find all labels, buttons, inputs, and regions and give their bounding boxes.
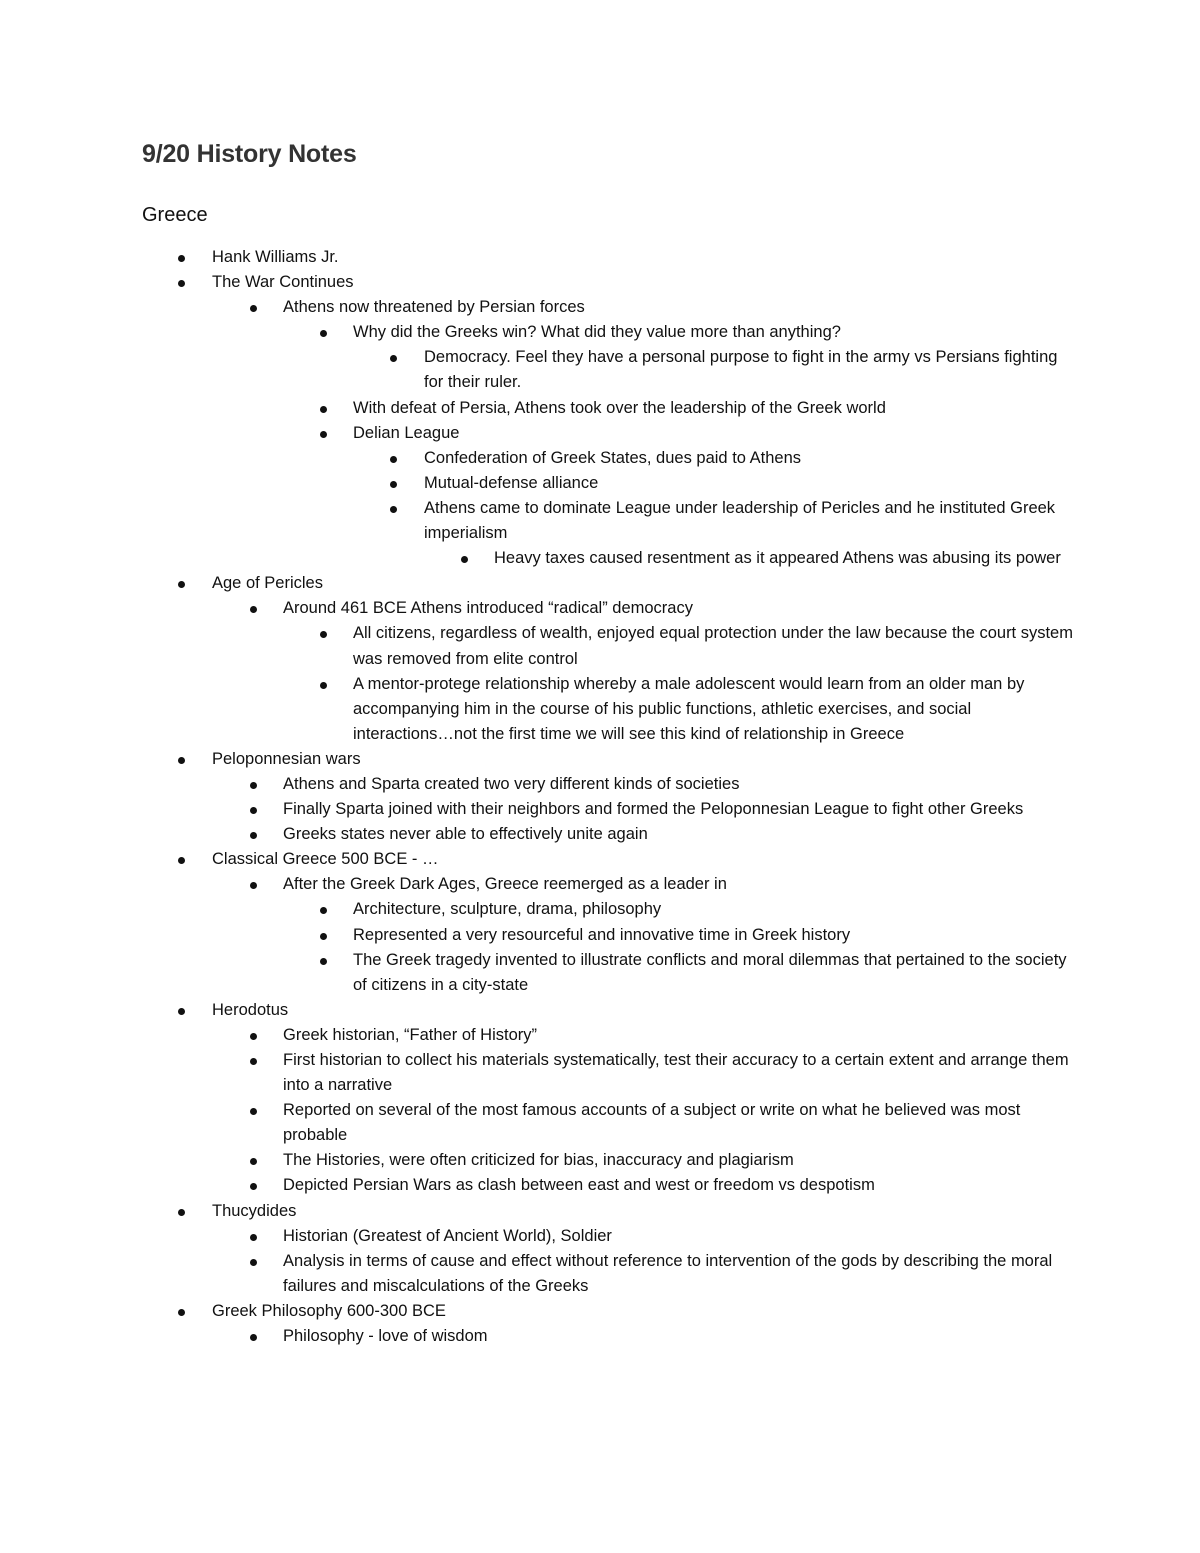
note-item xyxy=(0,1173,1073,1198)
note-item xyxy=(0,1098,1073,1148)
note-item xyxy=(0,948,1075,998)
bullet-icon xyxy=(250,782,257,789)
note-item xyxy=(0,1199,1072,1224)
bullet-icon xyxy=(178,581,185,588)
bullet-icon xyxy=(320,958,327,965)
note-item xyxy=(0,1299,1072,1324)
note-text: With defeat of Persia, Athens took over the leadership of the Greek world xyxy=(353,398,886,417)
note-item xyxy=(0,1224,1073,1249)
note-item xyxy=(0,270,1072,295)
note-item xyxy=(0,797,1073,822)
note-text: Around 461 BCE Athens introduced “radical” democracy xyxy=(283,599,693,618)
bullet-icon xyxy=(461,556,468,563)
bullet-icon xyxy=(250,832,257,839)
note-text: Peloponnesian wars xyxy=(212,749,361,768)
bullet-icon xyxy=(250,305,257,312)
note-item xyxy=(0,320,1075,345)
bullet-icon xyxy=(178,280,185,287)
bullet-icon xyxy=(250,1158,257,1165)
bullet-icon xyxy=(250,1234,257,1241)
note-item xyxy=(0,1324,1073,1349)
note-item xyxy=(0,897,1075,922)
note-text: Hank Williams Jr. xyxy=(212,248,339,266)
bullet-icon xyxy=(250,1108,257,1115)
note-item xyxy=(0,1048,1073,1098)
note-item xyxy=(0,396,1075,421)
bullet-icon xyxy=(178,1209,185,1216)
bullet-icon xyxy=(320,406,327,413)
bullet-icon xyxy=(178,757,185,764)
note-text: Democracy. Feel they have a personal purpose to fight in the army vs Persians fighting for their ruler. xyxy=(424,348,1058,392)
note-item xyxy=(0,1148,1073,1173)
document-title: 9/20 History Notes xyxy=(142,140,357,168)
bullet-icon xyxy=(250,1058,257,1065)
note-text: Reported on several of the most famous accounts of a subject or write on what he believed was most probable xyxy=(283,1101,1021,1145)
note-text: Athens now threatened by Persian forces xyxy=(283,298,585,317)
bullet-icon xyxy=(320,431,327,438)
note-text: Age of Pericles xyxy=(212,574,323,593)
note-text: Why did the Greeks win? What did they value more than anything? xyxy=(353,323,841,342)
note-text: Philosophy - love of wisdom xyxy=(283,1327,488,1346)
bullet-icon xyxy=(178,1008,185,1015)
bullet-icon xyxy=(320,631,327,638)
note-item xyxy=(0,847,1072,872)
note-text: The War Continues xyxy=(212,273,354,292)
note-text: A mentor-protege relationship whereby a male adolescent would learn from an older man by accompanying him in the course of his public functions, athletic exercises, and social interactions…not the first time we will see this kind of relationship in Greece xyxy=(353,674,1025,743)
bullet-icon xyxy=(250,1259,257,1266)
bullet-icon xyxy=(178,1309,185,1316)
note-text: Historian (Greatest of Ancient World), Soldier xyxy=(283,1226,612,1245)
bullet-icon xyxy=(250,1183,257,1190)
note-text: Mutual-defense alliance xyxy=(424,473,599,492)
note-text: The Histories, were often criticized for bias, inaccuracy and plagiarism xyxy=(283,1151,794,1170)
note-text: Analysis in terms of cause and effect without reference to intervention of the gods by describing the moral failures and miscalculations of the Greeks xyxy=(283,1251,1053,1295)
note-text: Greeks states never able to effectively unite again xyxy=(283,825,648,844)
bullet-icon xyxy=(250,606,257,613)
note-text: Architecture, sculpture, drama, philosophy xyxy=(353,900,662,919)
bullet-icon xyxy=(390,481,397,488)
note-item xyxy=(0,772,1073,797)
note-text: Finally Sparta joined with their neighbors and formed the Peloponnesian League to fight other Greeks xyxy=(283,800,1024,819)
note-item xyxy=(0,471,1074,496)
bullet-icon xyxy=(178,255,185,262)
note-text: All citizens, regardless of wealth, enjoyed equal protection under the law because the court system was removed from elite control xyxy=(353,624,1073,668)
bullet-icon xyxy=(320,933,327,940)
note-text: Athens came to dominate League under leadership of Pericles and he instituted Greek imperialism xyxy=(424,498,1056,543)
note-item xyxy=(0,496,1074,546)
bullet-icon xyxy=(320,907,327,914)
note-text: Herodotus xyxy=(212,1000,289,1019)
note-text: Depicted Persian Wars as clash between east and west or freedom vs despotism xyxy=(283,1176,875,1195)
note-text: Heavy taxes caused resentment as it appeared Athens was abusing its power xyxy=(494,549,1061,568)
bullet-icon xyxy=(320,682,327,689)
note-text: First historian to collect his materials systematically, test their accuracy to a certain extent and arrange them into a narrative xyxy=(283,1051,1069,1095)
note-item xyxy=(0,596,1073,621)
note-item xyxy=(0,1023,1073,1048)
note-text: Classical Greece 500 BCE - … xyxy=(212,850,439,869)
note-text: Thucydides xyxy=(212,1201,297,1220)
note-item xyxy=(0,245,1072,270)
note-item xyxy=(0,822,1073,847)
bullet-icon xyxy=(250,1033,257,1040)
note-item xyxy=(0,672,1075,747)
note-item xyxy=(0,446,1074,471)
bullet-icon xyxy=(390,456,397,463)
note-item xyxy=(0,747,1072,772)
note-item xyxy=(0,1249,1073,1299)
note-item xyxy=(0,295,1073,320)
bullet-icon xyxy=(250,882,257,889)
note-item xyxy=(0,923,1075,948)
note-text: Athens and Sparta created two very different kinds of societies xyxy=(283,774,740,793)
note-item xyxy=(0,421,1075,446)
note-item xyxy=(0,571,1072,596)
bullet-icon xyxy=(178,857,185,864)
note-item xyxy=(0,872,1073,897)
bullet-icon xyxy=(320,330,327,337)
note-item xyxy=(0,621,1075,671)
bullet-icon xyxy=(390,506,397,513)
note-text: Confederation of Greek States, dues paid to Athens xyxy=(424,448,801,467)
note-text: Greek historian, “Father of History” xyxy=(283,1025,537,1044)
note-text: Represented a very resourceful and innovative time in Greek history xyxy=(353,925,851,944)
note-text: Delian League xyxy=(353,423,460,442)
note-text: After the Greek Dark Ages, Greece reemerged as a leader in xyxy=(283,875,727,894)
note-item xyxy=(0,546,1074,571)
note-text: Greek Philosophy 600-300 BCE xyxy=(212,1301,446,1320)
notes-list xyxy=(0,245,1200,1349)
bullet-icon xyxy=(250,1334,257,1341)
note-item xyxy=(0,998,1072,1023)
note-text: The Greek tragedy invented to illustrate conflicts and moral dilemmas that pertained to the society of citizens in a city-state xyxy=(353,950,1067,994)
note-item xyxy=(0,345,1074,395)
bullet-icon xyxy=(250,807,257,814)
section-heading: Greece xyxy=(142,204,208,226)
bullet-icon xyxy=(390,355,397,362)
